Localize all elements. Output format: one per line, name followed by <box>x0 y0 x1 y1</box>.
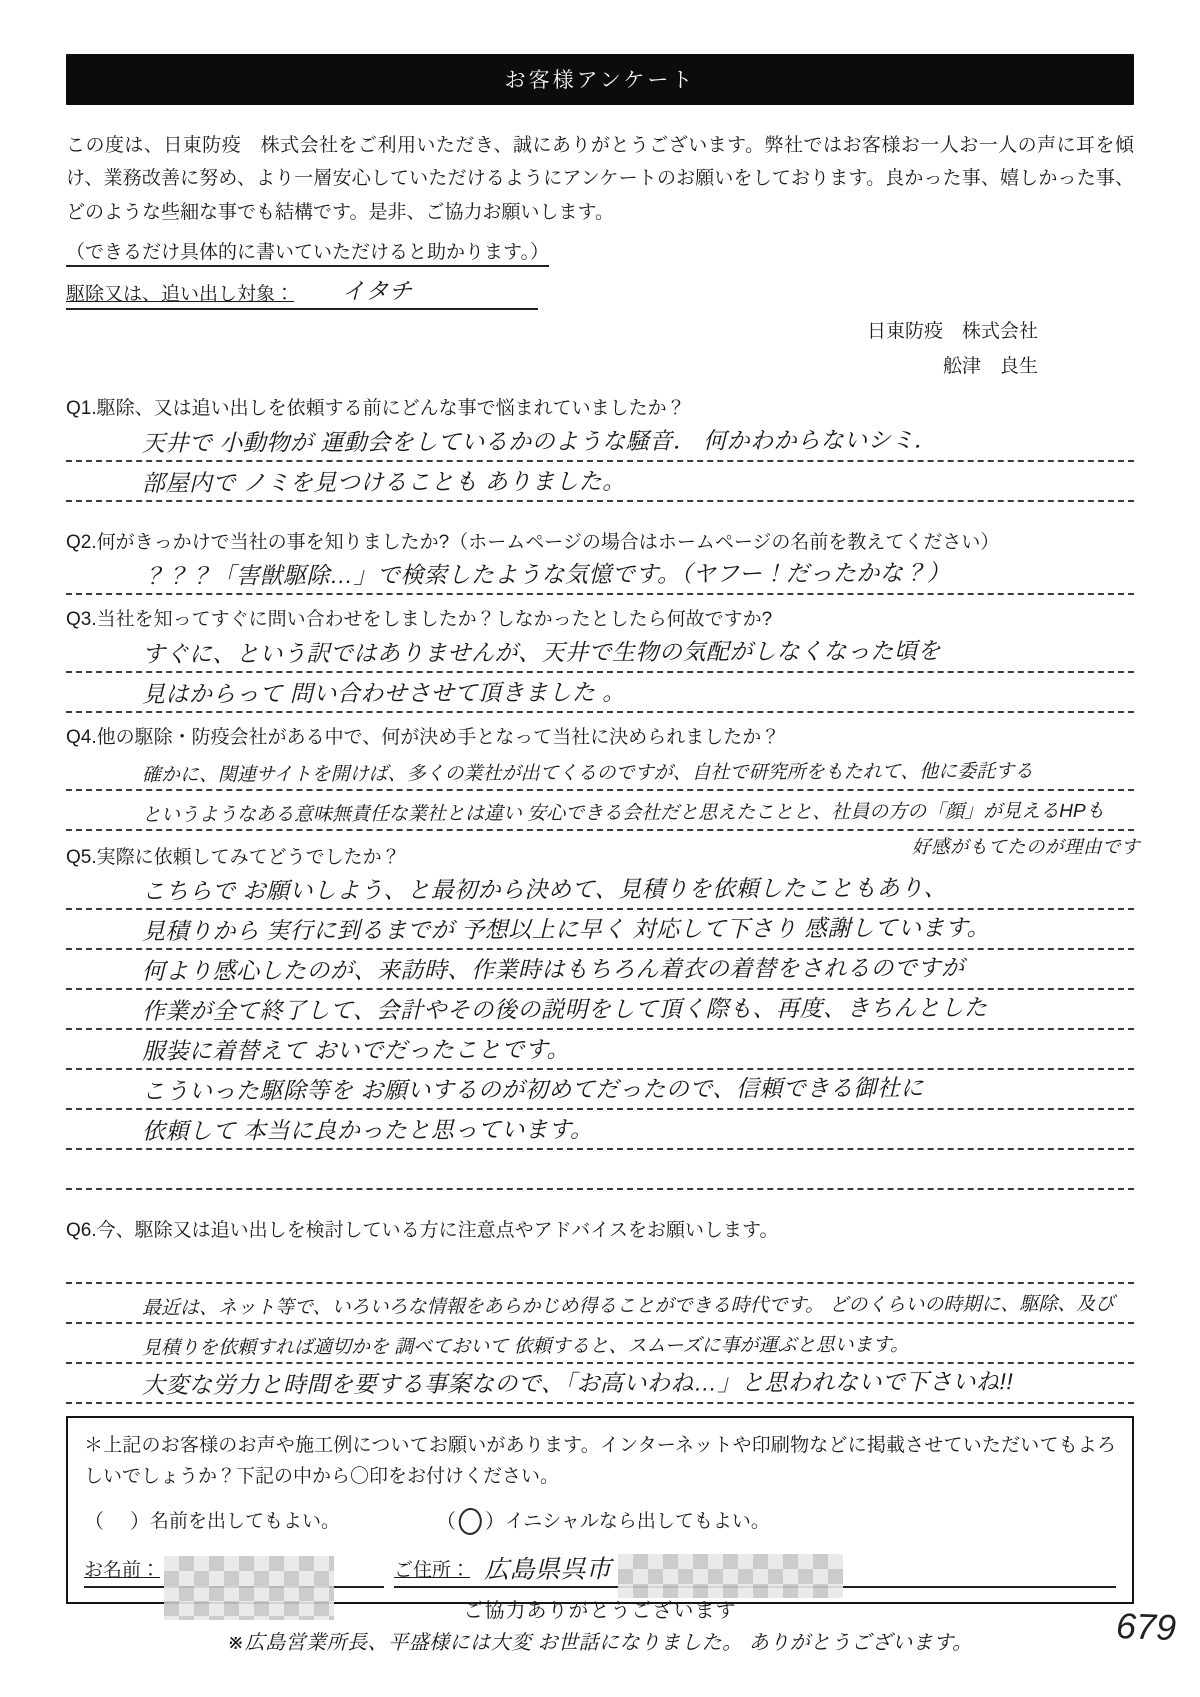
company-name: 日東防疫 株式会社 <box>866 320 1038 342</box>
answer-line <box>66 633 1134 673</box>
answer-line <box>66 950 1134 990</box>
question-label-q3: Q3.当社を知ってすぐに問い合わせをしましたか？しなかったとしたら何故ですか? <box>66 609 773 631</box>
name-label: お名前： <box>84 1559 161 1581</box>
handwritten-answer: 見はからって 問い合わせさせて頂きました 。 <box>141 678 626 707</box>
handwritten-circle-mark <box>457 1506 483 1535</box>
paren-close: ） <box>130 1510 150 1533</box>
identity-row <box>84 1550 1116 1588</box>
handwritten-answer: 天井で 小動物が 運動会をしているかのような騒音． 何かわからないシミ． <box>141 426 938 456</box>
answer-line <box>66 1284 1134 1324</box>
answer-line <box>66 1324 1134 1364</box>
handwritten-answer: 大変な労力と時間を要する事案なので、「お高いわね…」と思われないで下さいね!! <box>141 1368 1014 1398</box>
answer-line <box>66 990 1134 1030</box>
handwritten-side-note: 好感がもてたのが理由です <box>911 835 1140 857</box>
question-block-q4 <box>66 725 1140 859</box>
consent-options <box>84 1505 1116 1534</box>
page-number: 679 <box>1115 1604 1177 1649</box>
page-title: お客様アンケート <box>504 69 696 92</box>
handwritten-answer: 服装に着替えて おいでだったことです。 <box>141 1036 571 1065</box>
question-block-q6 <box>66 1218 1134 1404</box>
handwritten-answer: 何より感心したのが、来訪時、作業時はもちろん着衣の着替をされるのですが <box>141 954 965 985</box>
question-block-q5 <box>66 845 1134 1191</box>
answer-line <box>66 1364 1134 1404</box>
question-label-q4: Q4.他の駆除・防疫会社がある中で、何が決め手となって当社に決められましたか？ <box>66 726 781 748</box>
questions-section <box>66 396 1140 1404</box>
name-field <box>84 1555 384 1588</box>
paren-open: （ <box>436 1510 457 1533</box>
answer-line <box>66 462 1134 502</box>
intro-note: （できるだけ具体的に書いていただけると助かります。） <box>66 237 549 267</box>
question-label-q1: Q1.駆除、又は追い出しを依頼する前にどんな事で悩まれていましたか？ <box>66 398 686 420</box>
consent-option-1 <box>84 1505 340 1534</box>
footer-note-text: ※広島営業所長、平盛様には大変 お世話になりました。 ありがとうございます。 <box>227 1632 973 1654</box>
handwritten-answer: というようなある意味無責任な業社とは違い 安心できる会社だと思えたことと、社員の方の「顔」が見えるHPも <box>141 800 1105 826</box>
answer-line <box>66 1110 1134 1150</box>
handwritten-answer: ？？？「害獣駆除…」で検索したような気憶です。（ヤフー！だったかな？） <box>141 559 951 590</box>
answer-line <box>66 422 1134 462</box>
handwritten-answer: 見積りから 実行に到るまでが 予想以上に早く 対応して下さり 感謝しています。 <box>141 914 991 945</box>
target-handwritten-value: イタチ <box>341 277 413 304</box>
paren-open: （ <box>84 1510 104 1533</box>
signer-name: 舩津 良生 <box>942 355 1038 377</box>
answer-line <box>66 751 1134 791</box>
consent-box <box>66 1416 1134 1604</box>
intro-paragraph: この度は、日東防疫 株式会社をご利用いただき、誠にありがとうございます。弊社ではお客様お一人お一人の声に耳を傾け、業務改善に努め、より一層安心していただけるようにアンケートのお願いをしております。良かった事、嬉しかった事、どのような些細な事でも結構です。是非、ご協力お願いします。 <box>66 135 1134 223</box>
target-field <box>66 273 538 310</box>
answer-line <box>66 555 1134 595</box>
question-block-q3 <box>66 607 1134 713</box>
redacted-address-mosaic <box>618 1554 843 1598</box>
answer-line <box>66 910 1134 950</box>
handwritten-answer: 見積りを依頼すれば適切かを 調べておいて 依頼すると、スムーズに事が運ぶと思います。 <box>141 1334 910 1359</box>
handwritten-answer: 作業が全て終了して、会計やその後の説明をして頂く際も、再度、きちんとした <box>141 994 988 1025</box>
paren-close: ） <box>485 1510 506 1533</box>
question-label-q6: Q6.今、駆除又は追い出しを検討している方に注意点やアドバイスをお願いします。 <box>66 1220 779 1242</box>
address-handwritten-value: 広島県呉市 <box>483 1555 612 1584</box>
consent-request-text: ＊上記のお客様のお声や施工例についてお願いがあります。インターネットや印刷物などに掲載させていただいてもよろしいでしょうか？下記の中から〇印をお付けください。 <box>84 1434 1116 1488</box>
consent-option-2 <box>436 1505 770 1534</box>
handwritten-answer: 部屋内で ノミを見つけることも ありました。 <box>141 467 626 496</box>
address-field <box>394 1550 1116 1588</box>
answer-line <box>66 1030 1134 1070</box>
document-title-bar <box>66 54 1134 105</box>
handwritten-answer: 確かに、関連サイトを開けば、多くの業社が出てくるのですが、自社で研究所をもたれて、他に委託する <box>141 760 1034 786</box>
question-block-q1 <box>66 396 1134 502</box>
handwritten-answer: こちらで お願いしよう、と最初から決めて、見積りを依頼したこともあり、 <box>141 874 948 905</box>
target-label: 駆除又は、追い出し対象： <box>66 283 295 305</box>
handwritten-answer: こういった駆除等を お願いするのが初めてだったので、信頼できる御社に <box>141 1074 924 1105</box>
question-block-q2 <box>66 530 1134 596</box>
footer-thanks: ご協力ありがとうございます <box>463 1600 737 1622</box>
handwritten-answer: 最近は、ネット等で、いろいろな情報をあらかじめ得ることができる時代です。 どのくらいの時期に、駆除、及び <box>141 1293 1115 1319</box>
consent-option-label: 名前を出してもよい。 <box>150 1510 341 1532</box>
question-label-q2: Q2.何がきっかけで当社の事を知りましたか?（ホームページの場合はホームページの名前を教えてください） <box>66 531 1000 553</box>
consent-option-label: イニシャルなら出してもよい。 <box>505 1510 770 1532</box>
answer-line <box>66 791 1134 831</box>
answer-line <box>66 870 1134 910</box>
handwritten-answer: すぐに、という訳ではありませんが、天井で生物の気配がしなくなった頃を <box>141 637 941 667</box>
handwritten-answer: 依頼して 本当に良かったと思っています。 <box>141 1116 594 1145</box>
company-signature <box>66 314 1134 384</box>
footer-handwritten-note <box>0 1626 1200 1655</box>
answer-line <box>66 1244 1134 1284</box>
answer-line <box>66 673 1134 713</box>
address-label: ご住所： <box>394 1559 471 1581</box>
answer-line <box>66 1070 1134 1110</box>
answer-side-note <box>66 833 1140 859</box>
question-label-q5: Q5.実際に依頼してみてどうでしたか？ <box>66 846 401 868</box>
answer-line <box>66 1150 1134 1190</box>
